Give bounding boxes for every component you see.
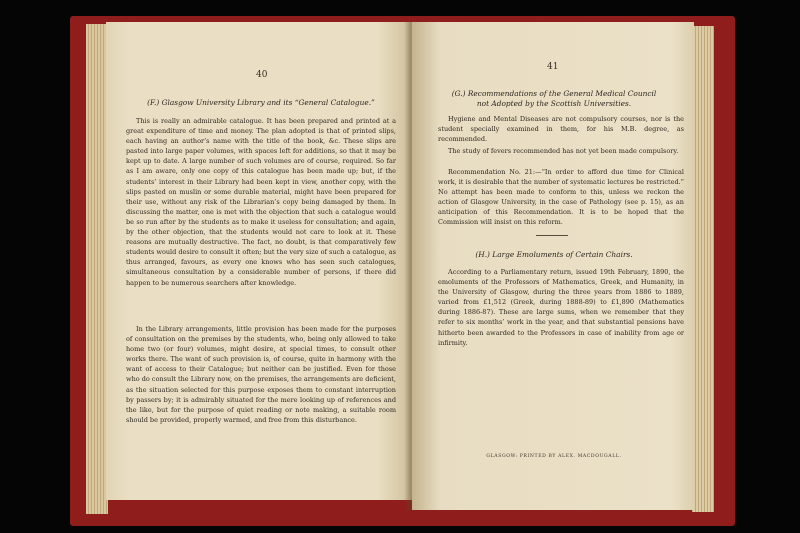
printer-imprint: GLASGOW: PRINTED BY ALEX. MACDOUGALL. <box>486 454 622 459</box>
page-number-left: 40 <box>256 70 268 80</box>
section-heading-g-line2: not Adopted by the Scottish Universities. <box>476 99 632 108</box>
paragraph-g-1: Hygiene and Mental Diseases are not compulsory courses, nor is the student specially examined in them, for his M.B. degree, as recommended. <box>438 115 684 144</box>
paragraph-f-2: In the Library arrangements, little provision has been made for the purposes of consultation on the premises by the students, who, being only allowed to take home two (or four) volumes, might desire, at special times, to consult other works there. The want of such provision is, of course, quite in harmony with the want of access to their Catalogue; but neither can be justified. Even for those who do consult the Library now, on the premises, the arrangements are deficient, as the situation selected for this purpose exposes them to constant interruption by passers by; it is admirably situated for the mere looking up of references and the like, but for the purpose of quiet reading or note making, a suitable room should be provided, properly warmed, and free from this disturbance. <box>126 325 396 424</box>
section-heading-g-line1: (G.) Recommendations of the General Medical Council <box>451 89 657 98</box>
page-number-right: 41 <box>547 62 559 72</box>
section-heading-f: (F.) Glasgow University Library and its “General Catalogue.” <box>147 98 375 107</box>
paragraph-h-1: According to a Parliamentary return, issued 19th February, 1890, the emoluments of the Professors of Mathematics, Greek, and Humanity, in the University of Glasgow, during the three years from 1886 to 1889, varied from £1,512 (Greek, during 1888-89) to £1,890 (Mathematics during 1886-87). These are large sums, when we remember that they refer to six months’ work in the year, and that substantial pensions have hitherto been awarded to the Professors in case of inability from age or infirmity. <box>438 268 684 347</box>
paragraph-f-1: This is really an admirable catalogue. It has been prepared and printed at a great expenditure of time and money. The plan adopted is that of printed slips, each having an author’s name with the title of the book, &c. These slips are pasted into large paper volumes, with spaces left for additions, so that it may be kept up to date. A large number of such volumes are of course, required. So far as I am aware, only one copy of this catalogue has been made up; but, if the students’ interest in their Library had been kept in view, another copy, with the slips pasted on muslin or some durable material, might have been prepared for their use, without any risk of the Librarian’s copy being damaged by them. In discussing the matter, one is met with the objection that such a catalogue would be so run after by the students as to make it useless for consultation; and again, by the other objection, that the students would not care to look at it. These reasons are mutually destructive. The fact, no doubt, is that comparatively few students would desire to consult it often; but the very size of such a catalogue, as thus arranged, favours, as every one knows who has seen such catalogues, simultaneous consultation by a considerable number of persons, if there did happen to be numerous searchers after knowledge. <box>126 117 396 287</box>
section-heading-h: (H.) Large Emoluments of Certain Chairs. <box>475 250 633 259</box>
paragraph-g-3: Recommendation No. 21:—“In order to afford due time for Clinical work, it is desirable that the number of systematic lectures be restricted.” No attempt has been made to conform to this, unless we reckon the action of Glasgow University, in the case of Pathology (see p. 15), as an anticipation of this Recommendation. It is to be hoped that the Commission will insist on this reform. <box>438 168 684 227</box>
left-page <box>106 22 414 500</box>
paragraph-g-2: The study of fevers recommended has not yet been made compulsory. <box>448 147 679 155</box>
right-page-edges <box>692 26 714 512</box>
left-page-edges <box>86 24 108 514</box>
right-page <box>412 22 694 510</box>
section-divider <box>536 235 568 236</box>
